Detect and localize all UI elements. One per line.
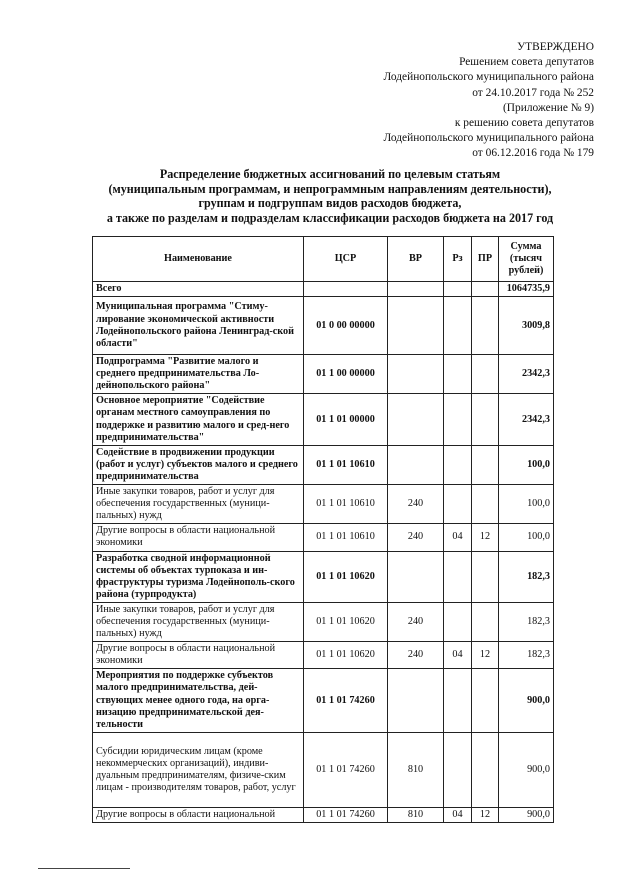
cell-name: Другие вопросы в области национальной <box>93 807 304 822</box>
cell-pr <box>472 445 499 484</box>
cell-sum: 900,0 <box>499 732 554 807</box>
cell-pr <box>472 394 499 445</box>
table-row <box>93 524 554 551</box>
cell-sum: 1064735,9 <box>499 282 554 297</box>
footnote-divider <box>38 868 130 869</box>
cell-name: Содействие в продвижении продукции (работ и услуг) субъектов малого и среднего предпринимательства <box>93 445 304 484</box>
table-row <box>93 807 554 822</box>
cell-vr <box>388 355 444 394</box>
cell-rz <box>444 297 472 355</box>
cell-csr: 01 1 00 00000 <box>304 355 388 394</box>
cell-csr <box>304 282 388 297</box>
title-line: группам и подгруппам видов расходов бюджета, <box>198 196 462 210</box>
title-line: (муниципальным программам, и непрограммным направлениям деятельности), <box>108 181 552 196</box>
approval-block <box>274 40 594 162</box>
cell-name: Основное мероприятие "Содействие органам местного самоуправления по поддержке и развитию малого и сред-него предпринимательства" <box>93 394 304 445</box>
approval-line: к решению совета депутатов <box>454 117 594 130</box>
approval-line: Лодейнопольского муниципального района <box>383 132 594 145</box>
cell-name: Всего <box>93 282 304 297</box>
cell-name: Мероприятия по поддержке субъектов малого предпринимательства, дей-ствующих менее одного года, на орга-низацию предпринимательской дея-тельности <box>93 669 304 732</box>
cell-vr <box>388 551 444 602</box>
cell-pr <box>472 551 499 602</box>
table-row <box>93 282 554 297</box>
cell-sum: 3009,8 <box>499 297 554 355</box>
cell-sum: 182,3 <box>499 642 554 669</box>
cell-vr: 240 <box>388 485 444 524</box>
cell-name: Разработка сводной информационной системы об объектах турпоказа и ин-фраструктуры туризма Лодейнополь-ского района (турпродукта) <box>93 551 304 602</box>
cell-pr <box>472 297 499 355</box>
table-body <box>93 282 554 823</box>
cell-csr: 01 1 01 10610 <box>304 445 388 484</box>
cell-rz <box>444 282 472 297</box>
cell-pr <box>472 355 499 394</box>
cell-csr: 01 0 00 00000 <box>304 297 388 355</box>
title-line: а также по разделам и подразделам классификации расходов бюджета на 2017 год <box>106 210 554 225</box>
cell-sum: 100,0 <box>499 524 554 551</box>
approval-line: Лодейнопольского муниципального района <box>383 71 594 84</box>
cell-vr <box>388 297 444 355</box>
cell-name: Иные закупки товаров, работ и услуг для обеспечения государственных (муници-пальных) нужд <box>93 602 304 641</box>
header-pr: ПР <box>472 237 499 282</box>
cell-vr: 240 <box>388 524 444 551</box>
approval-line: УТВЕРЖДЕНО <box>517 41 594 53</box>
cell-rz <box>444 445 472 484</box>
header-rz: Рз <box>444 237 472 282</box>
cell-rz: 04 <box>444 524 472 551</box>
cell-vr <box>388 445 444 484</box>
cell-pr: 12 <box>472 807 499 822</box>
approval-line: Решением совета депутатов <box>459 56 594 69</box>
cell-pr <box>472 485 499 524</box>
header-sum: Сумма (тысяч рублей) <box>499 237 554 282</box>
cell-rz <box>444 602 472 641</box>
cell-sum: 182,3 <box>499 551 554 602</box>
title-line: Распределение бюджетных ассигнований по целевым статьям <box>159 167 501 181</box>
cell-sum: 182,3 <box>499 602 554 641</box>
table-header-row <box>93 237 554 282</box>
cell-name: Иные закупки товаров, работ и услуг для обеспечения государственных (муници-пальных) нужд <box>93 485 304 524</box>
cell-sum: 100,0 <box>499 445 554 484</box>
cell-vr: 240 <box>388 602 444 641</box>
cell-csr: 01 1 01 10610 <box>304 485 388 524</box>
cell-sum: 2342,3 <box>499 394 554 445</box>
cell-name: Другие вопросы в области национальной экономики <box>93 524 304 551</box>
cell-name: Другие вопросы в области национальной экономики <box>93 642 304 669</box>
cell-pr <box>472 282 499 297</box>
table-row <box>93 394 554 445</box>
cell-rz <box>444 732 472 807</box>
cell-csr: 01 1 01 10610 <box>304 524 388 551</box>
cell-vr <box>388 394 444 445</box>
cell-pr: 12 <box>472 642 499 669</box>
table-row <box>93 551 554 602</box>
cell-rz <box>444 394 472 445</box>
approval-line: от 24.10.2017 года № 252 <box>472 86 594 99</box>
cell-pr <box>472 602 499 641</box>
cell-sum: 100,0 <box>499 485 554 524</box>
cell-csr: 01 1 01 74260 <box>304 669 388 732</box>
cell-vr: 810 <box>388 732 444 807</box>
cell-csr: 01 1 01 74260 <box>304 807 388 822</box>
document-title <box>60 167 600 225</box>
cell-rz <box>444 669 472 732</box>
cell-name: Подпрограмма "Развитие малого и среднего предпринимательства Ло-дейнопольского района" <box>93 355 304 394</box>
table-row <box>93 355 554 394</box>
approval-line: от 06.12.2016 года № 179 <box>472 147 594 160</box>
cell-pr: 12 <box>472 524 499 551</box>
cell-sum: 2342,3 <box>499 355 554 394</box>
cell-vr <box>388 669 444 732</box>
approval-line: (Приложение № 9) <box>503 101 594 114</box>
cell-csr: 01 1 01 10620 <box>304 642 388 669</box>
header-vr: ВР <box>388 237 444 282</box>
cell-pr <box>472 732 499 807</box>
cell-sum: 900,0 <box>499 669 554 732</box>
cell-rz: 04 <box>444 642 472 669</box>
cell-csr: 01 1 01 00000 <box>304 394 388 445</box>
table-row <box>93 732 554 807</box>
cell-vr <box>388 282 444 297</box>
cell-rz: 04 <box>444 807 472 822</box>
header-csr: ЦСР <box>304 237 388 282</box>
cell-rz <box>444 485 472 524</box>
cell-rz <box>444 355 472 394</box>
cell-vr: 810 <box>388 807 444 822</box>
cell-csr: 01 1 01 10620 <box>304 551 388 602</box>
table-row <box>93 445 554 484</box>
cell-vr: 240 <box>388 642 444 669</box>
table-row <box>93 642 554 669</box>
cell-name: Муниципальная программа "Стиму-лирование экономической активности Лодейнопольского района Ленинград-ской области" <box>93 297 304 355</box>
cell-csr: 01 1 01 10620 <box>304 602 388 641</box>
cell-pr <box>472 669 499 732</box>
table-row <box>93 297 554 355</box>
budget-table <box>92 236 554 823</box>
header-name: Наименование <box>93 237 304 282</box>
table-row <box>93 602 554 641</box>
cell-rz <box>444 551 472 602</box>
cell-csr: 01 1 01 74260 <box>304 732 388 807</box>
cell-sum: 900,0 <box>499 807 554 822</box>
table-row <box>93 669 554 732</box>
cell-name: Субсидии юридическим лицам (кроме некоммерческих организаций), индиви-дуальным предпринимателям, физиче-ским лицам - производителям товаров, работ, услуг <box>93 732 304 807</box>
table-row <box>93 485 554 524</box>
